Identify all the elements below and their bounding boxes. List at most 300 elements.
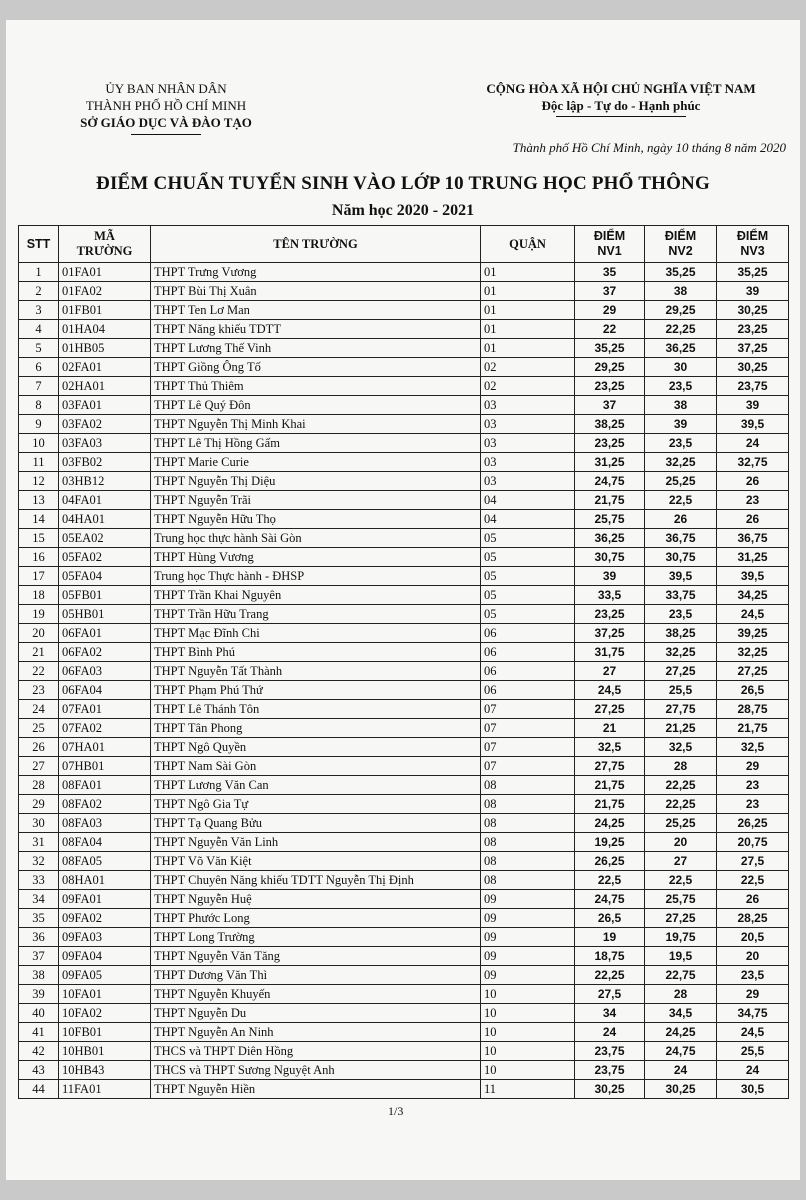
document-page [6, 20, 800, 1180]
cell-stt: 35 [19, 909, 59, 928]
scores-table [18, 225, 789, 1099]
table-row [19, 339, 789, 358]
cell-ten-truong: THPT Võ Văn Kiệt [151, 852, 481, 871]
cell-ten-truong: THPT Nguyễn Thị Minh Khai [151, 415, 481, 434]
cell-ten-truong: THPT Giồng Ông Tố [151, 358, 481, 377]
table-row [19, 795, 789, 814]
header-ma-bottom: TRƯỜNG [76, 244, 133, 258]
cell-ten-truong: THPT Nam Sài Gòn [151, 757, 481, 776]
cell-nv3: 30,5 [717, 1080, 789, 1099]
header-nv2 [645, 226, 717, 263]
cell-nv1: 27,75 [575, 757, 645, 776]
cell-stt: 11 [19, 453, 59, 472]
cell-stt: 19 [19, 605, 59, 624]
cell-ten-truong: THPT Tân Phong [151, 719, 481, 738]
table-row [19, 833, 789, 852]
cell-nv2: 29,25 [645, 301, 717, 320]
cell-ma-truong: 09FA04 [59, 947, 151, 966]
cell-ma-truong: 09FA03 [59, 928, 151, 947]
table-row [19, 700, 789, 719]
cell-ma-truong: 05HB01 [59, 605, 151, 624]
cell-stt: 41 [19, 1023, 59, 1042]
cell-stt: 30 [19, 814, 59, 833]
cell-quan: 10 [481, 1042, 575, 1061]
cell-quan: 04 [481, 491, 575, 510]
cell-quan: 09 [481, 947, 575, 966]
cell-nv1: 21,75 [575, 776, 645, 795]
cell-nv3: 24,5 [717, 1023, 789, 1042]
cell-nv1: 37 [575, 282, 645, 301]
cell-nv2: 27,75 [645, 700, 717, 719]
table-row [19, 776, 789, 795]
cell-ten-truong: THPT Ngô Quyền [151, 738, 481, 757]
cell-ma-truong: 04FA01 [59, 491, 151, 510]
cell-ten-truong: THPT Marie Curie [151, 453, 481, 472]
cell-ma-truong: 01FA02 [59, 282, 151, 301]
issuer-block [61, 80, 271, 135]
cell-stt: 20 [19, 624, 59, 643]
cell-ten-truong: THPT Bùi Thị Xuân [151, 282, 481, 301]
cell-ma-truong: 01HA04 [59, 320, 151, 339]
cell-stt: 44 [19, 1080, 59, 1099]
national-title: CỘNG HÒA XÃ HỘI CHỦ NGHĨA VIỆT NAM [486, 81, 756, 96]
cell-nv2: 22,5 [645, 871, 717, 890]
cell-nv1: 27,5 [575, 985, 645, 1004]
cell-nv2: 33,75 [645, 586, 717, 605]
cell-nv3: 23 [717, 776, 789, 795]
table-row [19, 852, 789, 871]
cell-nv3: 24,5 [717, 605, 789, 624]
cell-nv3: 24 [717, 434, 789, 453]
cell-nv1: 26,25 [575, 852, 645, 871]
cell-stt: 40 [19, 1004, 59, 1023]
cell-nv2: 30 [645, 358, 717, 377]
cell-nv1: 22,25 [575, 966, 645, 985]
cell-ten-truong: THPT Nguyễn An Ninh [151, 1023, 481, 1042]
table-row [19, 757, 789, 776]
cell-quan: 10 [481, 1023, 575, 1042]
cell-nv3: 29 [717, 757, 789, 776]
cell-ma-truong: 07FA01 [59, 700, 151, 719]
cell-nv3: 35,25 [717, 263, 789, 282]
cell-quan: 05 [481, 567, 575, 586]
cell-quan: 08 [481, 852, 575, 871]
header-ma-top: MÃ [94, 229, 115, 243]
table-row [19, 320, 789, 339]
header-nv2-bottom: NV2 [668, 244, 693, 258]
cell-nv1: 29 [575, 301, 645, 320]
cell-stt: 26 [19, 738, 59, 757]
cell-ma-truong: 01FB01 [59, 301, 151, 320]
cell-quan: 09 [481, 909, 575, 928]
cell-ma-truong: 02HA01 [59, 377, 151, 396]
cell-nv3: 28,75 [717, 700, 789, 719]
cell-quan: 07 [481, 757, 575, 776]
cell-ma-truong: 09FA02 [59, 909, 151, 928]
table-row [19, 282, 789, 301]
cell-ten-truong: THPT Ten Lơ Man [151, 301, 481, 320]
cell-nv3: 27,25 [717, 662, 789, 681]
cell-nv2: 24,25 [645, 1023, 717, 1042]
cell-quan: 01 [481, 339, 575, 358]
cell-ma-truong: 10FA01 [59, 985, 151, 1004]
cell-ten-truong: Trung học Thực hành - ĐHSP [151, 567, 481, 586]
issuer-line-3: SỞ GIÁO DỤC VÀ ĐÀO TẠO [80, 115, 252, 130]
cell-ten-truong: THPT Năng khiếu TDTT [151, 320, 481, 339]
cell-nv2: 19,5 [645, 947, 717, 966]
national-motto-block [461, 80, 781, 117]
cell-nv2: 32,5 [645, 738, 717, 757]
cell-nv1: 21 [575, 719, 645, 738]
cell-nv2: 39 [645, 415, 717, 434]
table-row [19, 928, 789, 947]
table-row [19, 662, 789, 681]
cell-nv2: 23,5 [645, 434, 717, 453]
cell-ma-truong: 05EA02 [59, 529, 151, 548]
cell-nv2: 24 [645, 1061, 717, 1080]
cell-nv2: 27 [645, 852, 717, 871]
header-nv1-bottom: NV1 [597, 244, 622, 258]
table-row [19, 472, 789, 491]
cell-nv3: 36,75 [717, 529, 789, 548]
document-title: ĐIỂM CHUẨN TUYỂN SINH VÀO LỚP 10 TRUNG HỌC PHỔ THÔNG [96, 173, 710, 194]
cell-stt: 3 [19, 301, 59, 320]
cell-nv2: 25,5 [645, 681, 717, 700]
cell-stt: 39 [19, 985, 59, 1004]
cell-ma-truong: 03HB12 [59, 472, 151, 491]
cell-quan: 06 [481, 681, 575, 700]
table-row [19, 358, 789, 377]
cell-nv3: 23,25 [717, 320, 789, 339]
cell-quan: 06 [481, 624, 575, 643]
cell-nv3: 39,25 [717, 624, 789, 643]
table-row [19, 301, 789, 320]
cell-nv3: 23 [717, 491, 789, 510]
cell-nv3: 22,5 [717, 871, 789, 890]
table-row [19, 415, 789, 434]
document-date: Thành phố Hồ Chí Minh, ngày 10 tháng 8 năm 2020 [512, 140, 786, 155]
cell-stt: 1 [19, 263, 59, 282]
cell-nv3: 30,25 [717, 301, 789, 320]
cell-nv3: 24 [717, 1061, 789, 1080]
cell-nv1: 22 [575, 320, 645, 339]
cell-nv3: 26,5 [717, 681, 789, 700]
table-row [19, 871, 789, 890]
cell-ma-truong: 03FA01 [59, 396, 151, 415]
cell-ma-truong: 10HB01 [59, 1042, 151, 1061]
table-row [19, 1004, 789, 1023]
cell-ma-truong: 07HB01 [59, 757, 151, 776]
cell-ma-truong: 10FB01 [59, 1023, 151, 1042]
cell-ten-truong: Trung học thực hành Sài Gòn [151, 529, 481, 548]
cell-nv1: 21,75 [575, 795, 645, 814]
cell-nv2: 22,25 [645, 776, 717, 795]
cell-nv3: 26 [717, 472, 789, 491]
cell-quan: 01 [481, 320, 575, 339]
table-row [19, 1061, 789, 1080]
cell-ten-truong: THPT Nguyễn Hiền [151, 1080, 481, 1099]
cell-stt: 28 [19, 776, 59, 795]
cell-nv2: 30,75 [645, 548, 717, 567]
cell-stt: 9 [19, 415, 59, 434]
table-row [19, 586, 789, 605]
cell-ma-truong: 05FA04 [59, 567, 151, 586]
cell-stt: 10 [19, 434, 59, 453]
cell-ten-truong: THPT Lê Thị Hồng Gấm [151, 434, 481, 453]
cell-quan: 01 [481, 282, 575, 301]
header-nv1 [575, 226, 645, 263]
cell-nv2: 28 [645, 985, 717, 1004]
cell-quan: 04 [481, 510, 575, 529]
cell-ten-truong: THPT Phước Long [151, 909, 481, 928]
header-quan: QUẬN [481, 226, 575, 263]
cell-ten-truong: THCS và THPT Diên Hồng [151, 1042, 481, 1061]
cell-quan: 05 [481, 586, 575, 605]
table-row [19, 738, 789, 757]
cell-nv1: 29,25 [575, 358, 645, 377]
header-nv3 [717, 226, 789, 263]
cell-ma-truong: 10HB43 [59, 1061, 151, 1080]
cell-nv1: 38,25 [575, 415, 645, 434]
cell-nv1: 36,25 [575, 529, 645, 548]
cell-nv3: 37,25 [717, 339, 789, 358]
cell-ma-truong: 08FA01 [59, 776, 151, 795]
cell-nv3: 39,5 [717, 567, 789, 586]
cell-quan: 10 [481, 985, 575, 1004]
cell-stt: 14 [19, 510, 59, 529]
issuer-line-2: THÀNH PHỐ HỒ CHÍ MINH [85, 98, 247, 113]
cell-nv2: 22,75 [645, 966, 717, 985]
cell-nv1: 27 [575, 662, 645, 681]
cell-ten-truong: THCS và THPT Sương Nguyệt Anh [151, 1061, 481, 1080]
cell-nv1: 24,75 [575, 472, 645, 491]
cell-nv2: 24,75 [645, 1042, 717, 1061]
cell-stt: 6 [19, 358, 59, 377]
cell-nv3: 30,25 [717, 358, 789, 377]
cell-stt: 16 [19, 548, 59, 567]
table-row [19, 396, 789, 415]
cell-nv1: 18,75 [575, 947, 645, 966]
cell-nv3: 34,75 [717, 1004, 789, 1023]
cell-quan: 08 [481, 814, 575, 833]
cell-nv3: 25,5 [717, 1042, 789, 1061]
table-row [19, 985, 789, 1004]
cell-nv3: 32,5 [717, 738, 789, 757]
cell-ma-truong: 02FA01 [59, 358, 151, 377]
cell-quan: 03 [481, 453, 575, 472]
cell-nv1: 23,25 [575, 434, 645, 453]
cell-ten-truong: THPT Nguyễn Huệ [151, 890, 481, 909]
cell-ma-truong: 04HA01 [59, 510, 151, 529]
table-row [19, 1042, 789, 1061]
cell-nv3: 26 [717, 890, 789, 909]
cell-ma-truong: 06FA01 [59, 624, 151, 643]
cell-quan: 08 [481, 776, 575, 795]
table-row [19, 643, 789, 662]
cell-ten-truong: THPT Trưng Vương [151, 263, 481, 282]
cell-stt: 23 [19, 681, 59, 700]
cell-stt: 7 [19, 377, 59, 396]
cell-ma-truong: 07FA02 [59, 719, 151, 738]
table-row [19, 453, 789, 472]
table-row [19, 890, 789, 909]
cell-stt: 42 [19, 1042, 59, 1061]
cell-ma-truong: 06FA02 [59, 643, 151, 662]
cell-nv3: 20,75 [717, 833, 789, 852]
cell-nv2: 38,25 [645, 624, 717, 643]
cell-nv2: 36,75 [645, 529, 717, 548]
cell-ten-truong: THPT Lương Văn Can [151, 776, 481, 795]
table-row [19, 434, 789, 453]
cell-nv3: 21,75 [717, 719, 789, 738]
cell-nv2: 32,25 [645, 453, 717, 472]
table-row [19, 1080, 789, 1099]
cell-quan: 09 [481, 928, 575, 947]
cell-stt: 32 [19, 852, 59, 871]
cell-nv2: 20 [645, 833, 717, 852]
cell-quan: 02 [481, 358, 575, 377]
cell-nv1: 22,5 [575, 871, 645, 890]
cell-nv1: 23,25 [575, 377, 645, 396]
cell-quan: 07 [481, 719, 575, 738]
cell-nv3: 27,5 [717, 852, 789, 871]
cell-nv2: 22,5 [645, 491, 717, 510]
cell-ma-truong: 09FA05 [59, 966, 151, 985]
cell-stt: 31 [19, 833, 59, 852]
cell-stt: 17 [19, 567, 59, 586]
table-row [19, 909, 789, 928]
cell-ten-truong: THPT Dương Văn Thì [151, 966, 481, 985]
cell-ten-truong: THPT Nguyễn Văn Linh [151, 833, 481, 852]
cell-nv1: 31,75 [575, 643, 645, 662]
header-ma-truong [59, 226, 151, 263]
cell-ma-truong: 05FB01 [59, 586, 151, 605]
cell-quan: 06 [481, 643, 575, 662]
cell-ma-truong: 08FA02 [59, 795, 151, 814]
header-nv2-top: ĐIỂM [664, 229, 697, 243]
cell-stt: 27 [19, 757, 59, 776]
cell-quan: 10 [481, 1061, 575, 1080]
cell-ten-truong: THPT Chuyên Năng khiếu TDTT Nguyễn Thị Định [151, 871, 481, 890]
cell-ma-truong: 08FA03 [59, 814, 151, 833]
document-subtitle: Năm học 2020 - 2021 [331, 202, 475, 219]
cell-quan: 07 [481, 738, 575, 757]
cell-stt: 24 [19, 700, 59, 719]
cell-quan: 03 [481, 396, 575, 415]
cell-stt: 36 [19, 928, 59, 947]
cell-nv2: 22,25 [645, 320, 717, 339]
cell-nv3: 23,75 [717, 377, 789, 396]
cell-ma-truong: 08HA01 [59, 871, 151, 890]
table-row [19, 814, 789, 833]
cell-ten-truong: THPT Nguyễn Văn Tăng [151, 947, 481, 966]
cell-nv1: 34 [575, 1004, 645, 1023]
cell-nv2: 28 [645, 757, 717, 776]
cell-nv1: 23,75 [575, 1042, 645, 1061]
header-nv3-top: ĐIỂM [736, 229, 769, 243]
cell-nv2: 27,25 [645, 662, 717, 681]
cell-nv3: 20,5 [717, 928, 789, 947]
cell-nv1: 23,75 [575, 1061, 645, 1080]
cell-quan: 09 [481, 890, 575, 909]
table-row [19, 377, 789, 396]
cell-nv2: 34,5 [645, 1004, 717, 1023]
cell-quan: 10 [481, 1004, 575, 1023]
cell-ten-truong: THPT Nguyễn Thị Diệu [151, 472, 481, 491]
table-row [19, 1023, 789, 1042]
cell-ma-truong: 09FA01 [59, 890, 151, 909]
cell-nv3: 26,25 [717, 814, 789, 833]
issuer-line-1: ỦY BAN NHÂN DÂN [105, 81, 227, 96]
cell-ten-truong: THPT Tạ Quang Bửu [151, 814, 481, 833]
cell-ten-truong: THPT Nguyễn Du [151, 1004, 481, 1023]
table-row [19, 605, 789, 624]
cell-quan: 01 [481, 263, 575, 282]
cell-nv3: 26 [717, 510, 789, 529]
cell-stt: 4 [19, 320, 59, 339]
table-row [19, 966, 789, 985]
cell-stt: 34 [19, 890, 59, 909]
cell-nv2: 25,75 [645, 890, 717, 909]
cell-ten-truong: THPT Nguyễn Hữu Thọ [151, 510, 481, 529]
cell-stt: 29 [19, 795, 59, 814]
header-nv3-bottom: NV3 [740, 244, 765, 258]
cell-stt: 21 [19, 643, 59, 662]
cell-quan: 11 [481, 1080, 575, 1099]
cell-stt: 37 [19, 947, 59, 966]
cell-stt: 15 [19, 529, 59, 548]
cell-ten-truong: THPT Phạm Phú Thứ [151, 681, 481, 700]
table-row [19, 567, 789, 586]
table-row [19, 263, 789, 282]
cell-nv3: 39 [717, 396, 789, 415]
cell-quan: 08 [481, 833, 575, 852]
cell-quan: 09 [481, 966, 575, 985]
cell-nv1: 19 [575, 928, 645, 947]
header-stt: STT [19, 226, 59, 263]
cell-nv2: 26 [645, 510, 717, 529]
cell-nv1: 24,5 [575, 681, 645, 700]
issuer-underline [131, 134, 201, 135]
table-row [19, 510, 789, 529]
cell-ten-truong: THPT Trần Hữu Trang [151, 605, 481, 624]
cell-ma-truong: 01HB05 [59, 339, 151, 358]
cell-nv1: 37,25 [575, 624, 645, 643]
cell-ma-truong: 03FB02 [59, 453, 151, 472]
cell-nv1: 35 [575, 263, 645, 282]
cell-nv2: 32,25 [645, 643, 717, 662]
cell-quan: 08 [481, 795, 575, 814]
cell-nv3: 29 [717, 985, 789, 1004]
cell-nv2: 22,25 [645, 795, 717, 814]
cell-ten-truong: THPT Trần Khai Nguyên [151, 586, 481, 605]
table-row [19, 719, 789, 738]
cell-ten-truong: THPT Lê Thánh Tôn [151, 700, 481, 719]
cell-nv2: 35,25 [645, 263, 717, 282]
cell-nv3: 28,25 [717, 909, 789, 928]
cell-nv2: 23,5 [645, 377, 717, 396]
cell-quan: 06 [481, 662, 575, 681]
cell-nv1: 30,75 [575, 548, 645, 567]
cell-nv2: 38 [645, 396, 717, 415]
cell-ten-truong: THPT Nguyễn Tất Thành [151, 662, 481, 681]
cell-stt: 18 [19, 586, 59, 605]
cell-nv1: 24 [575, 1023, 645, 1042]
cell-ten-truong: THPT Lê Quý Đôn [151, 396, 481, 415]
cell-ma-truong: 07HA01 [59, 738, 151, 757]
cell-nv1: 30,25 [575, 1080, 645, 1099]
cell-nv1: 31,25 [575, 453, 645, 472]
